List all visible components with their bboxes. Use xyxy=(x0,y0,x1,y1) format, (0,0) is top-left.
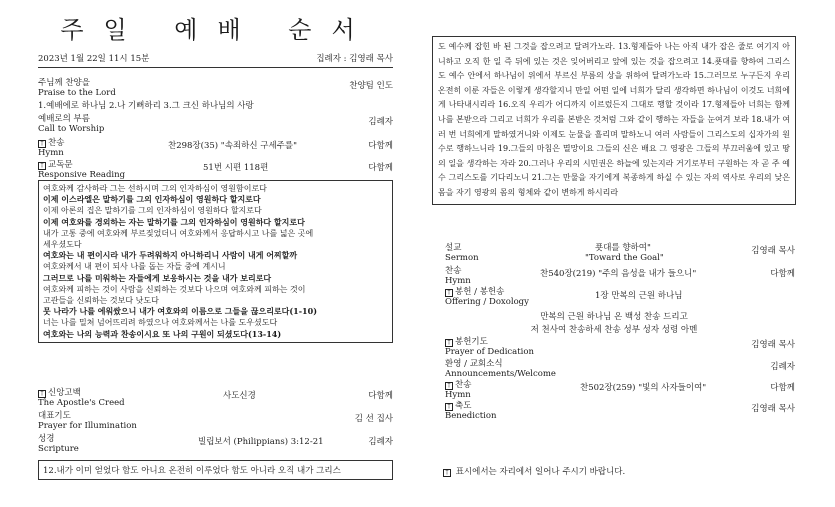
praise-songs xyxy=(38,101,393,111)
order-item xyxy=(38,138,393,158)
order-en: Sermon xyxy=(445,253,479,263)
order-item xyxy=(38,114,393,134)
order-leader: 김영래 목사 xyxy=(751,340,795,350)
order-leader: 김례자 xyxy=(368,437,393,447)
page-title: 주일 예배 순서 xyxy=(60,16,375,44)
order-item xyxy=(38,388,393,408)
standing-box-icon: † xyxy=(445,339,453,347)
order-leader: 다함께 xyxy=(368,141,393,151)
order-en: Hymn xyxy=(38,148,64,158)
order-en: Benediction xyxy=(445,411,497,421)
order-en: Prayer of Dedication xyxy=(445,347,534,357)
order-ko: 봉헌 / 봉헌송 xyxy=(455,287,505,297)
order-en: The Apostle's Creed xyxy=(38,398,125,408)
order-leader: 다함께 xyxy=(368,163,393,173)
service-date: 2023년 1월 22일 11시 15분 xyxy=(38,54,150,64)
order-ko: 축도 xyxy=(455,401,472,411)
order-en: Praise to the Lord xyxy=(38,88,116,98)
date-line xyxy=(38,52,393,68)
order-leader: 김 선 집사 xyxy=(354,414,393,424)
order-leader: 김례자 xyxy=(368,117,393,127)
psalm-line: 고관들을 신뢰하는 것보다 낫도다 xyxy=(43,296,159,306)
order-detail: 1장 만복의 근원 하나님 xyxy=(595,291,683,301)
order-ko: 예배로의 부름 xyxy=(38,114,90,124)
order-en: Hymn xyxy=(445,276,471,286)
order-item xyxy=(38,160,393,180)
order-leader: 다함께 xyxy=(368,391,393,401)
footnote xyxy=(443,465,625,477)
order-detail: 찬540장(219) "주의 음성을 내가 들으니" xyxy=(540,269,697,279)
order-ko: 교독문 xyxy=(48,160,73,170)
order-en: Responsive Reading xyxy=(38,170,126,180)
psalm-line: 여호와께서 내 편이 되사 나를 돕는 자들 중에 계시니 xyxy=(43,262,226,272)
order-ko: 찬송 xyxy=(455,380,472,390)
order-item xyxy=(445,243,795,263)
psalm-line: 그러므로 나를 미워하는 자들에게 보응하시는 것을 내가 보리로다 xyxy=(43,272,272,283)
order-detail: 찬502장(259) "빛의 사자들이여" xyxy=(580,383,707,393)
psalm-line: 여호와는 내 편이시라 내가 두려워하지 아니하리니 사람이 내게 어찌할까 xyxy=(43,250,298,261)
psalm-line: 내가 고통 중에 여호와께 부르짖었더니 여호와께서 응답하시고 나를 넓은 곳에 xyxy=(43,228,314,238)
standing-box-icon: † xyxy=(445,289,453,297)
psalm-line: 이제 아론의 집은 말하기를 그의 인자하심이 영원하다 할지로다 xyxy=(43,206,262,216)
standing-box-icon: † xyxy=(38,390,46,398)
standing-box-icon: † xyxy=(38,140,46,148)
psalm-line: 너는 나를 밀쳐 넘어뜨리려 하였으나 여호와께서는 나를 도우셨도다 xyxy=(43,318,278,328)
scripture-box: 12.내가 이미 얻었다 함도 아니요 온전히 이루었다 함도 아니라 오직 내가 그리스 xyxy=(38,460,393,480)
order-leader: 김례자 xyxy=(770,362,795,372)
order-item xyxy=(445,287,795,307)
order-ko: 주님께 찬양을 xyxy=(38,78,90,88)
order-item xyxy=(445,266,795,286)
order-ko: 설교 xyxy=(445,243,462,253)
order-en: Scripture xyxy=(38,444,79,454)
order-leader: 다함께 xyxy=(770,269,795,279)
order-detail: 사도신경 xyxy=(223,391,256,401)
order-ko: 1.예배에로 하나님 2.나 기뻐하리 3.그 크신 하나님의 사랑 xyxy=(38,101,254,111)
footnote-text: 표시에서는 자리에서 일어나 주시기 바랍니다. xyxy=(455,467,626,477)
order-ko: 봉헌기도 xyxy=(455,337,488,347)
responsive-reading-box xyxy=(38,180,393,343)
order-detail: 51번 시편 118편 xyxy=(203,163,269,173)
order-leader: 김영래 목사 xyxy=(751,246,795,256)
order-detail: 빌립보서 (Philippians) 3:12-21 xyxy=(198,437,324,447)
standing-box-icon: † xyxy=(38,162,46,170)
order-leader: 김영래 목사 xyxy=(751,404,795,414)
order-detail: 찬298장(35) "속죄하신 구세주를" xyxy=(168,141,298,151)
psalm-line: 이제 여호와를 경외하는 자는 말하기를 그의 인자하심이 영원하다 할지로다 xyxy=(43,216,305,227)
order-item xyxy=(38,78,393,98)
order-ko: 찬송 xyxy=(48,138,65,148)
scripture-continuation: 도 예수께 잡힌 바 된 그것을 잡으려고 달려가노라. 13.형제들아 나는 아직 내가 잡은 줄로 여기지 아니하고 오직 한 일 즉 뒤에 있는 것은 잊어버리고 앞에 있는 것을 잡으려고 14.푯대를 향하여 그리스도 예수 안에서 하나님이 위에서 부르신 부름의 상을 위하여 달려가노라 15.그러므로 누구든지 우리 온전히 이룬 자들은 이렇게 생각할지니 만일 어떤 일에 너희가 달리 생각하면 하나님이 이것도 너희에게 나타내시리라 16.오직 우리가 어디까지 이르렀든지 그대로 행할 것이라 17.형제들아 너희는 함께 나를 본받으라 그리고 너희가 우리를 본받은 것처럼 그와 같이 행하는 자들을 눈여겨 보라 18.내가 여러 번 너희에게 말하였거니와 이제도 눈물을 흘리며 말하노니 여러 사람들이 그리스도의 십자가의 원수로 행하느니라 19.그들의 마침은 멸망이요 그들의 신은 배요 그 영광은 그들의 부끄러움에 있고 땅의 일을 생각하는 자라 20.그러나 우리의 시민권은 하늘에 있는지라 거기로부터 구원하는 자 곧 주 예수 그리스도를 기다리노니 21.그는 만물을 자기에게 복종하게 하실 수 있는 자의 역사로 우리의 낮은 몸을 자기 영광의 몸의 형체와 같이 변하게 하시리라 xyxy=(432,36,796,205)
standing-box-icon: † xyxy=(445,403,453,411)
order-en: Prayer for Illumination xyxy=(38,421,137,431)
psalm-line: 여호와는 나의 능력과 찬송이시요 또 나의 구원이 되셨도다(13-14) xyxy=(43,328,282,339)
order-ko: 대표기도 xyxy=(38,411,71,421)
standing-box-icon: † xyxy=(445,382,453,390)
order-detail-en: "Toward the Goal" xyxy=(585,253,664,263)
order-en: Hymn xyxy=(445,390,471,400)
order-item xyxy=(445,401,795,421)
order-item xyxy=(445,337,795,357)
psalm-line: 여호와께 감사하라 그는 선하시며 그의 인자하심이 영원함이로다 xyxy=(43,184,267,193)
psalm-line: 뭇 나라가 나를 에워쌌으니 내가 여호와의 이름으로 그들을 끊으리로다(1-10) xyxy=(43,306,317,317)
order-ko: 환영 / 교회소식 xyxy=(445,359,503,369)
order-leader: 다함께 xyxy=(770,383,795,393)
order-detail: 푯대를 향하여" xyxy=(595,243,651,253)
order-ko: 성경 xyxy=(38,434,55,444)
order-item xyxy=(38,434,393,454)
psalm-line: 이제 이스라엘은 말하기를 그의 인자하심이 영원하다 할지로다 xyxy=(43,194,261,205)
psalm-line: 여호와께 피하는 것이 사람을 신뢰하는 것보다 나으며 여호와께 피하는 것이 xyxy=(43,284,306,294)
order-leader: 찬양팀 인도 xyxy=(349,81,393,91)
order-en: Announcements/Welcome xyxy=(445,369,556,379)
order-en: Offering / Doxology xyxy=(445,297,529,307)
psalm-line: 세우셨도다 xyxy=(43,240,82,250)
order-item xyxy=(38,411,393,431)
order-en: Call to Worship xyxy=(38,124,105,134)
order-item xyxy=(445,380,795,400)
order-ko: 신앙고백 xyxy=(48,388,81,398)
presider: 집례자 : 김영래 목사 xyxy=(316,54,393,64)
doxology-line: 만복의 근원 하나님 온 백성 찬송 드리고 xyxy=(540,312,688,322)
standing-box-icon: † xyxy=(443,469,451,477)
order-item xyxy=(445,359,795,379)
doxology-line: 저 천사여 찬송하세 찬송 성부 성자 성령 아멘 xyxy=(530,325,698,335)
order-ko: 찬송 xyxy=(445,266,462,276)
